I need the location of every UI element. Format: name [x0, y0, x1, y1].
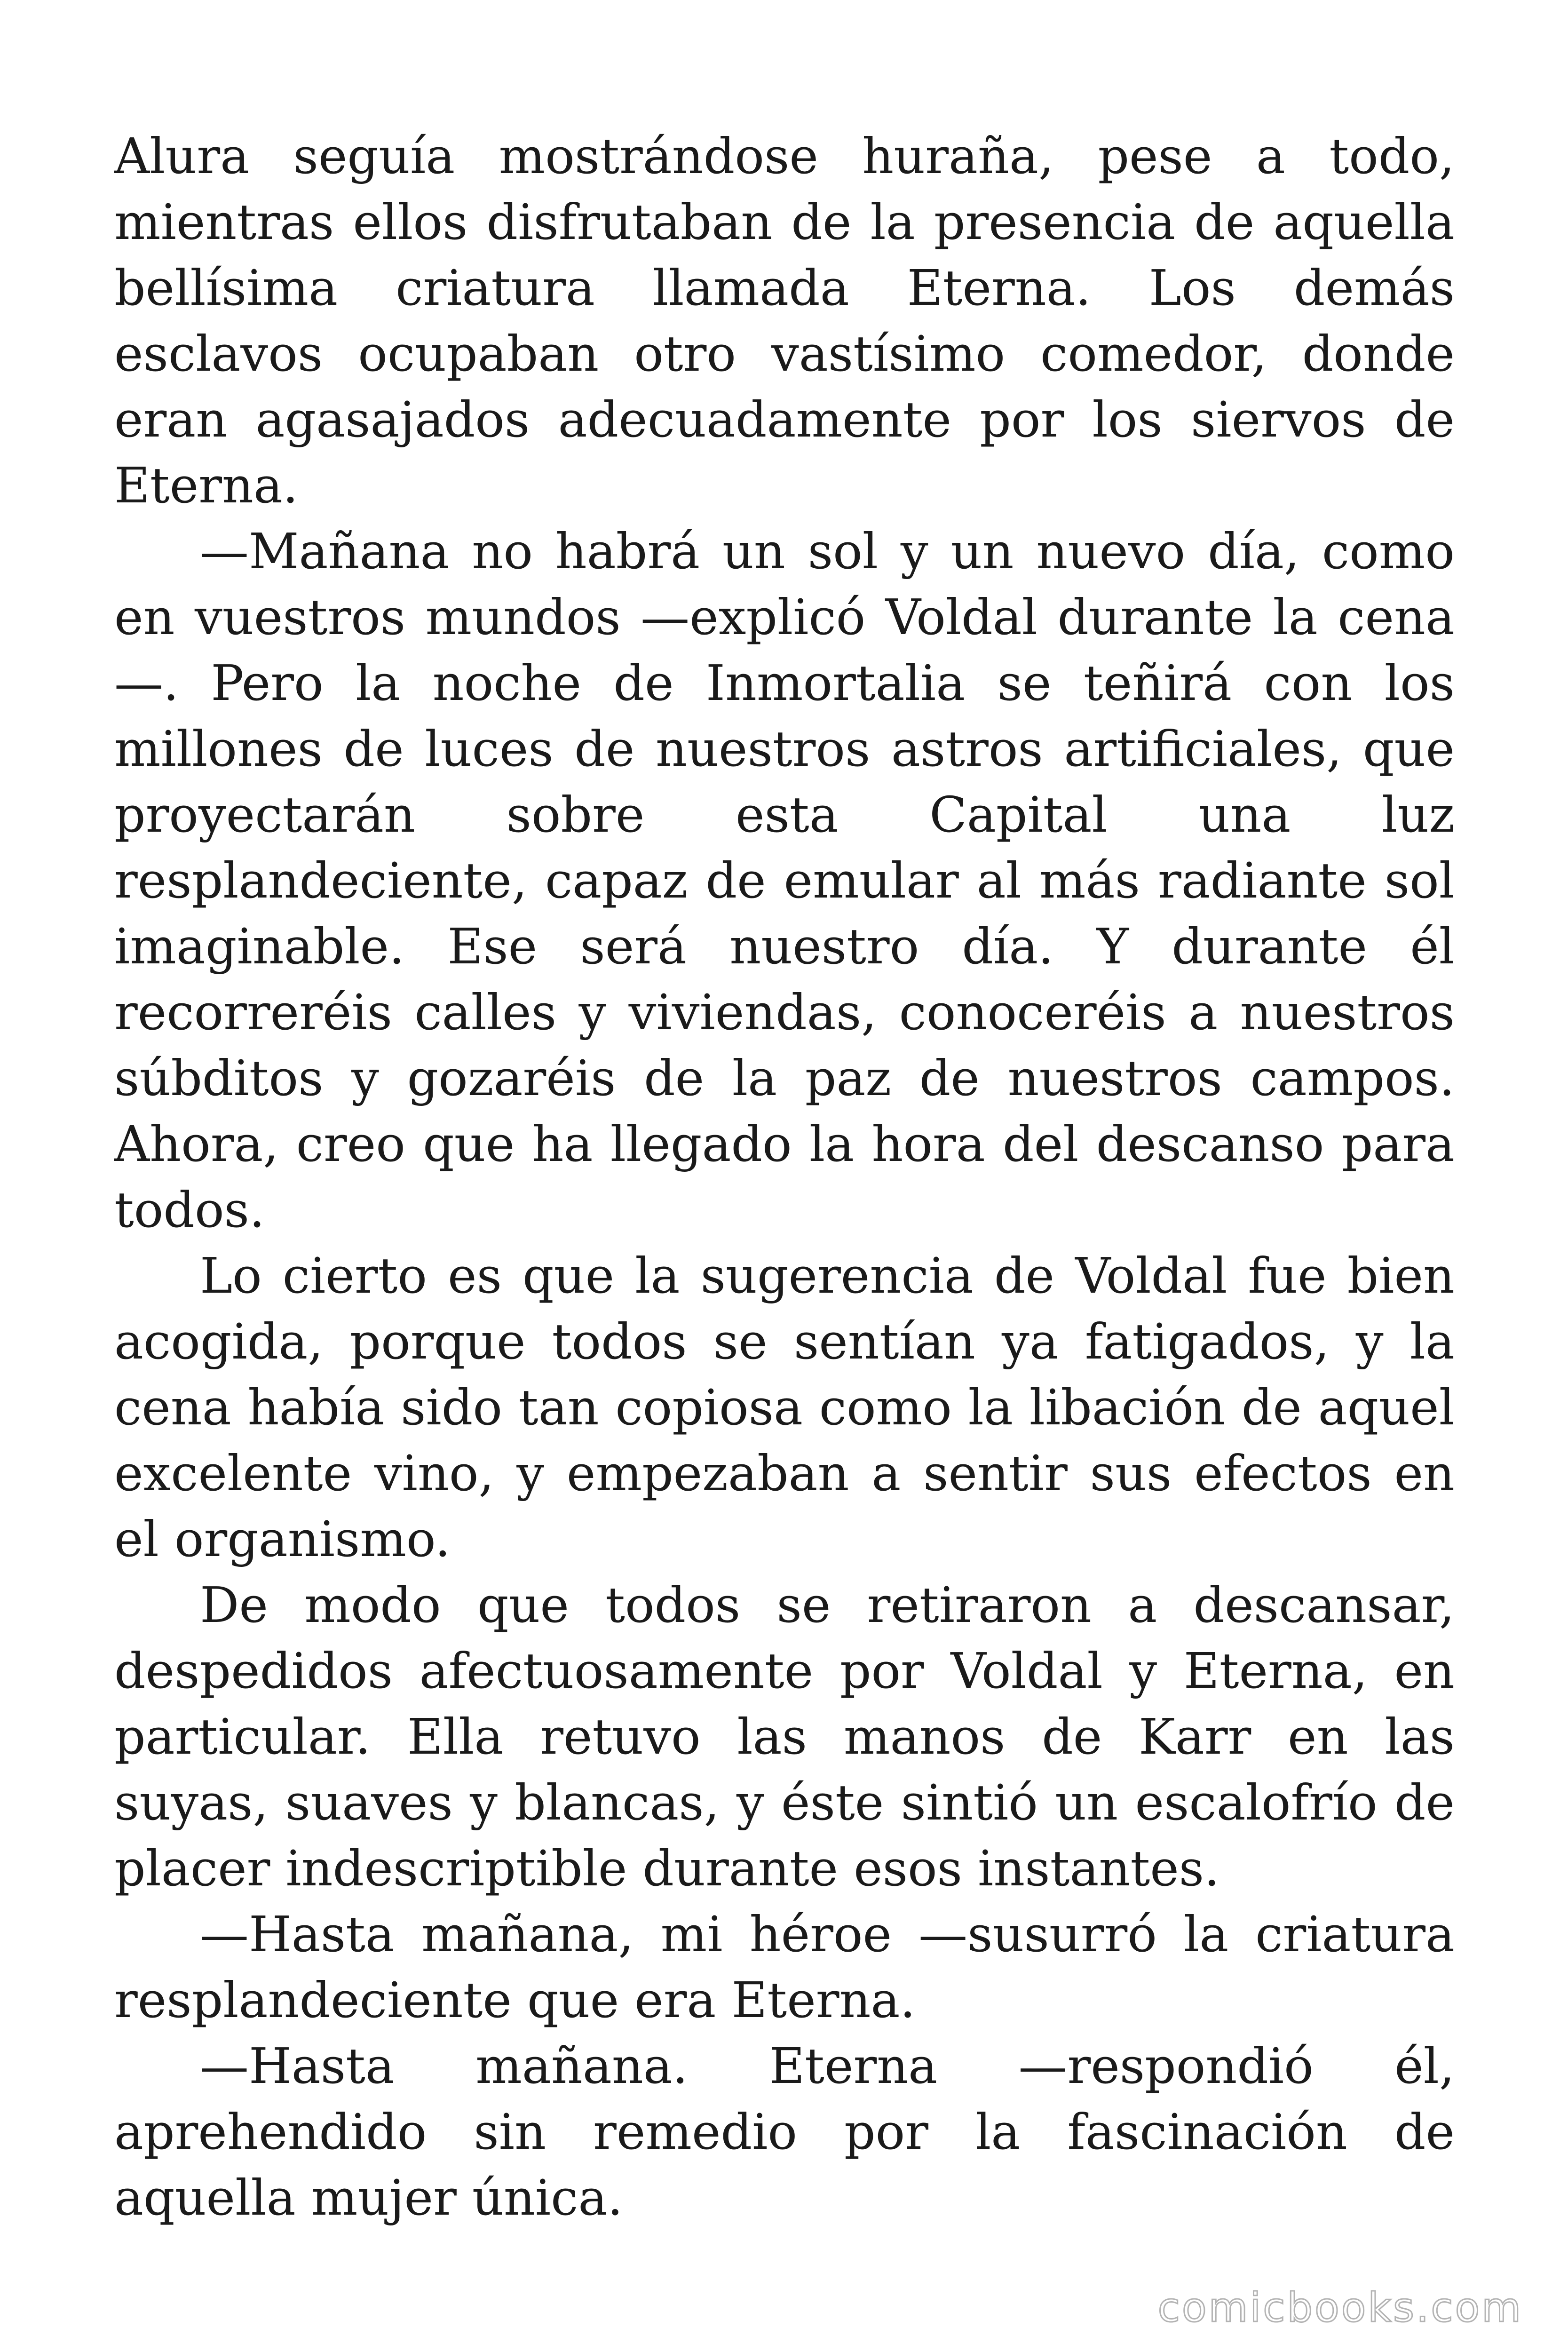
- watermark: comicbooks.com: [1157, 2284, 1523, 2331]
- page-text: [114, 123, 1455, 2231]
- paragraph-4: De modo que todos se retiraron a descansar, despedidos afectuosamente por Voldal y Eterna, en particular. Ella retuvo las manos de Karr en las suyas, suaves y blancas, y éste sintió un escalofrío de placer indescriptible durante esos instantes.: [114, 1576, 1455, 1897]
- paragraph-2: —Mañana no habrá un sol y un nuevo día, como en vuestros mundos —explicó Voldal durante la cena —. Pero la noche de Inmortalia se teñirá con los millones de luces de nuestros astros artificiales, que proyectarán sobre esta Capital una luz resplandeciente, capaz de emular al más radiante sol imaginable. Ese será nuestro día. Y durante él recorreréis calles y viviendas, conoceréis a nuestros súbditos y gozaréis de la paz de nuestros campos. Ahora, creo que ha llegado la hora del descanso para todos.: [114, 523, 1455, 1239]
- paragraph-5: —Hasta mañana, mi héroe —susurró la criatura resplandeciente que era Eterna.: [114, 1906, 1455, 2029]
- paragraph-3: Lo cierto es que la sugerencia de Voldal fue bien acogida, porque todos se sentían ya fatigados, y la cena había sido tan copiosa como la libación de aquel excelente vino, y empezaban a sentir sus efectos en el organismo.: [114, 1247, 1455, 1568]
- paragraph-1: Alura seguía mostrándose huraña, pese a todo, mientras ellos disfrutaban de la presencia de aquella bellísima criatura llamada Eterna. Los demás esclavos ocupaban otro vastísimo comedor, donde eran agasajados adecuadamente por los siervos de Eterna.: [114, 127, 1455, 514]
- paragraph-6: —Hasta mañana. Eterna —respondió él, aprehendido sin remedio por la fascinación de aquella mujer única.: [114, 2037, 1455, 2226]
